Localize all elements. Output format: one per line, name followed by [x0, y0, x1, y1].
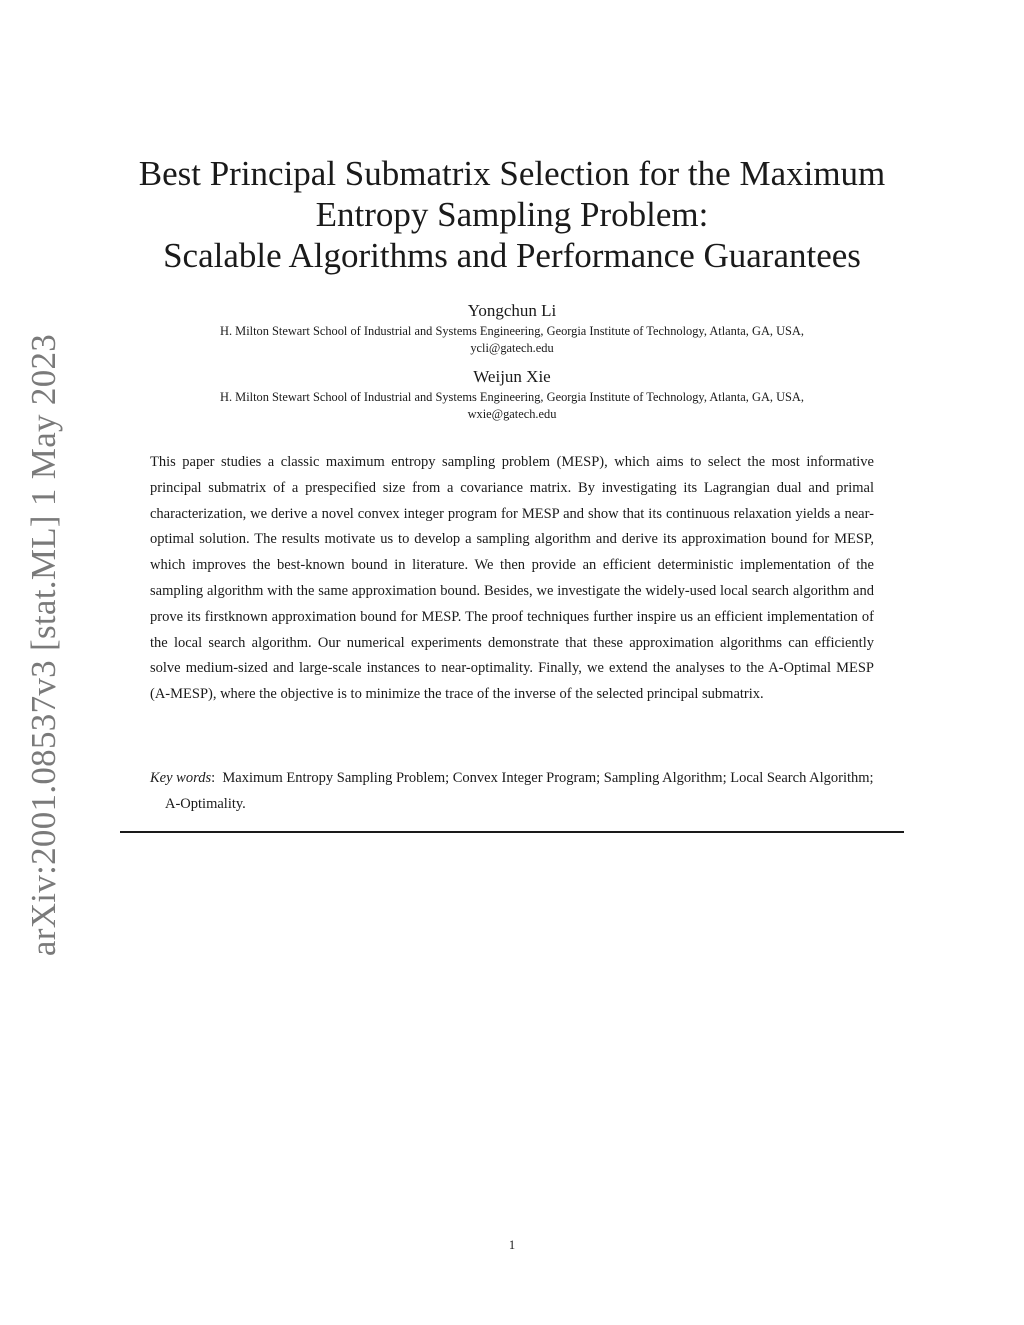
title-line-2: Entropy Sampling Problem: — [315, 195, 709, 234]
page-number: 1 — [508, 1238, 516, 1252]
arxiv-identifier-stamp: arXiv:2001.08537v3 [stat.ML] 1 May 2023 — [24, 333, 63, 957]
title-line-1: Best Principal Submatrix Selection for the Maximum — [138, 154, 886, 193]
author-name: Weijun Xie — [473, 367, 551, 386]
author-block-1 — [120, 300, 904, 357]
author-affiliation: H. Milton Stewart School of Industrial and Systems Engineering, Georgia Institute of Technology, Atlanta, GA, USA, — [220, 324, 804, 338]
abstract: This paper studies a classic maximum entropy sampling problem (MESP), which aims to select the most informative principal submatrix of a prespecified size from a covariance matrix. By investigating its Lagrangian dual and primal characterization, we derive a novel convex integer program for MESP and show that its continuous relaxation yields a near-optimal solution. The results motivate us to develop a sampling algorithm and derive its approximation bound for MESP, which improves the best-known bound in literature. We then provide an efficient deterministic implementation of the sampling algorithm with the same approximation bound. Besides, we investigate the widely-used local search algorithm and prove its firstknown approximation bound for MESP. The proof techniques further inspire us an efficient implementation of the local search algorithm. Our numerical experiments demonstrate that these approximation algorithms can efficiently solve medium-sized and large-scale instances to near-optimality. Finally, we extend the analyses to the A-Optimal MESP (A-MESP), where the objective is to minimize the trace of the inverse of the selected principal submatrix. — [150, 454, 874, 703]
author-name: Yongchun Li — [467, 301, 557, 320]
keywords — [150, 766, 874, 817]
author-email: ycli@gatech.edu — [470, 341, 554, 355]
author-affiliation: H. Milton Stewart School of Industrial and Systems Engineering, Georgia Institute of Technology, Atlanta, GA, USA, — [220, 390, 804, 404]
horizontal-rule — [120, 831, 904, 833]
paper-title — [100, 153, 924, 276]
title-line-3: Scalable Algorithms and Performance Guarantees — [163, 236, 861, 275]
keywords-text: Maximum Entropy Sampling Problem; Convex Integer Program; Sampling Algorithm; Local Search Algorithm; A-Optimality. — [165, 770, 874, 812]
keywords-label: Key words — [150, 770, 212, 786]
author-email: wxie@gatech.edu — [467, 407, 557, 421]
keywords-separator: : — [211, 770, 216, 786]
author-block-2 — [120, 366, 904, 423]
